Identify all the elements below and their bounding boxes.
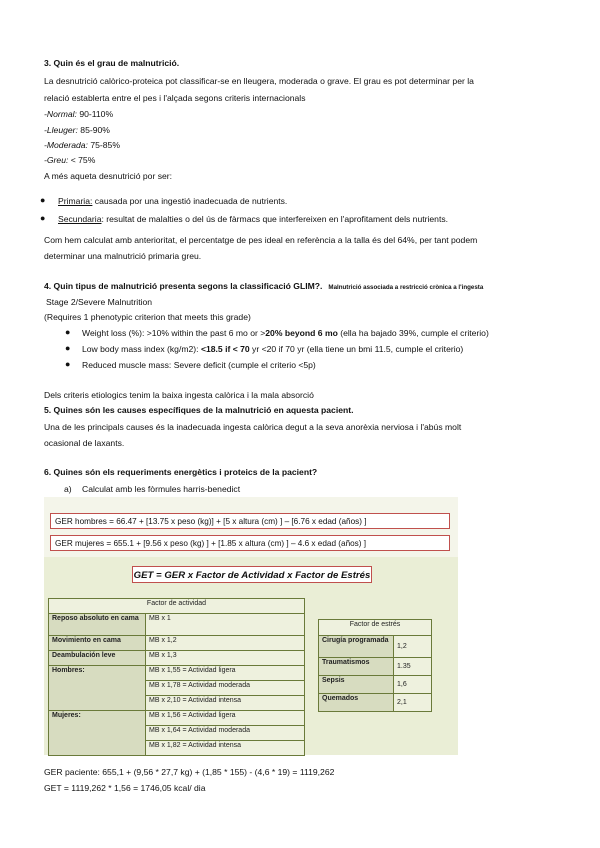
stress-label: Quemados (319, 694, 394, 712)
criterion-muscle-mass: Reduced muscle mass: Severe deficit (cumple el criterio <5p) (82, 360, 316, 370)
criterion-bmi (82, 344, 463, 354)
q5-paragraph-line-1: Una de les principals causes és la inadecuada ingesta calòrica degut a la seva anorèxia nerviosa i l'abús molt (44, 422, 462, 432)
q4-title: 4. Quin tipus de malnutrició presenta segons la classificació GLIM?. (44, 281, 323, 291)
criterion-text: Weight loss (%): >10% within the past 6 mo or > (82, 328, 266, 338)
grade-moderada (44, 140, 120, 150)
type-label: Primaria: (58, 196, 93, 206)
bullet-icon: ● (40, 213, 46, 223)
criterion-weight-loss (82, 328, 489, 338)
type-text: causada por una ingestió inadecuada de nutrients. (92, 196, 288, 206)
activity-value: MB x 1 (146, 614, 305, 636)
q3-conclusion-line-2: determinar una malnutrició primaria greu. (44, 251, 202, 261)
stress-factor-table (318, 619, 432, 712)
q6-sub-marker: a) (64, 484, 72, 494)
activity-factor-table (48, 598, 305, 756)
criterion-text: Low body mass index (kg/m2): (82, 344, 201, 354)
bullet-icon: ● (65, 327, 71, 337)
glim-stage: Stage 2/Severe Malnutrition (46, 297, 153, 307)
activity-value: MB x 1,55 = Actividad ligera (146, 666, 305, 681)
ger-men-formula: GER hombres = 66.47 + [13.75 x peso (kg)] + [5 x altura (cm) ] – [6.76 x edad (años) ] (50, 513, 450, 529)
q4-note: Malnutrició associada a restricció crònica a l'ingesta (328, 284, 484, 291)
activity-value: MB x 2,10 = Actividad intensa (146, 696, 305, 711)
criterion-emphasis: <18.5 if < 70 (200, 344, 250, 354)
activity-label: Movimiento en cama (49, 636, 146, 651)
criterion-emphasis: 20% beyond 6 mo (265, 328, 338, 338)
q3-paragraph-line-2: relació establerta entre el pes i l'alçada segons criteris internacionals (44, 93, 306, 103)
ger-patient-calculation: GER paciente: 655,1 + (9,56 * 27,7 kg) + (1,85 * 155) - (4,6 * 19) = 1119,262 (44, 767, 335, 777)
grade-greu (44, 155, 95, 165)
q6-subtitle: Calculat amb les fòrmules harris-benedict (82, 484, 241, 494)
activity-value: MB x 1,82 = Actividad intensa (146, 741, 305, 756)
ger-women-formula: GER mujeres = 655.1 + [9.56 x peso (kg) ] + [1.85 x altura (cm) ] – 4.6 x edad (años) ] (50, 535, 450, 551)
criterion-note: yr <20 if 70 yr (ella tiene un bmi 11.5, cumple el criterio) (249, 344, 464, 354)
bullet-icon: ● (40, 195, 46, 205)
activity-label-mujeres: Mujeres: (49, 711, 146, 756)
q3-paragraph-line-1: La desnutrició calòrico-proteica pot classificar-se en lleugera, moderada o grave. El grau es pot determinar per la (44, 76, 474, 86)
activity-label: Deambulación leve (49, 651, 146, 666)
stress-label: Traumatismos (319, 658, 394, 676)
bullet-icon: ● (65, 359, 71, 369)
activity-value: MB x 1,2 (146, 636, 305, 651)
grade-value: 90-110% (76, 109, 114, 119)
activity-label: Reposo absoluto en cama (49, 614, 146, 636)
q3-conclusion-line-1: Com hem calculat amb anterioritat, el percentatge de pes ideal en referència a la talla és del 64%, per tant podem (44, 235, 478, 245)
stress-value: 1,6 (394, 676, 432, 694)
activity-value: MB x 1,3 (146, 651, 305, 666)
activity-label-hombres: Hombres: (49, 666, 146, 711)
stress-value: 1.35 (394, 658, 432, 676)
etiologic-criteria: Dels criteris etiologics tenim la baixa ingesta calòrica i la mala absorció (44, 390, 314, 400)
q4-heading (44, 281, 483, 291)
q5-paragraph-line-2: ocasional de laxants. (44, 438, 125, 448)
type-primaria (58, 196, 287, 206)
stress-value: 1,2 (394, 636, 432, 658)
q5-title: 5. Quines són les causes específiques de la malnutrició en aquesta pacient. (44, 405, 354, 415)
get-patient-calculation: GET = 1119,262 * 1,56 = 1746,05 kcal/ dia (44, 783, 206, 793)
stress-label: Cirugía programada (319, 636, 394, 658)
q6-title: 6. Quines són els requeriments energètics i proteics de la pacient? (44, 467, 318, 477)
activity-value: MB x 1,78 = Actividad moderada (146, 681, 305, 696)
grade-value: 75-85% (87, 140, 120, 150)
glim-requires: (Requires 1 phenotypic criterion that meets this grade) (44, 312, 251, 322)
grade-lleuger (44, 125, 110, 135)
activity-value: MB x 1,56 = Actividad ligera (146, 711, 305, 726)
grade-label: -Lleuger: (44, 125, 78, 135)
criterion-note: (ella ha bajado 39%, cumple el criterio) (337, 328, 489, 338)
grade-label: -Normal: (44, 109, 77, 119)
q3-title: 3. Quin és el grau de malnutrició. (44, 58, 180, 68)
grade-label: -Moderada: (44, 140, 88, 150)
grade-value: 85-90% (77, 125, 110, 135)
get-formula: GET = GER x Factor de Actividad x Factor de Estrés (132, 566, 372, 583)
type-label: Secundaria (58, 214, 102, 224)
harris-benedict-figure (44, 497, 458, 755)
stress-factor-header: Factor de estrés (319, 620, 432, 636)
q3-types-intro: A més aqueta desnutrició por ser: (44, 171, 173, 181)
type-secundaria (58, 214, 448, 224)
grade-value: < 75% (68, 155, 96, 165)
stress-value: 2,1 (394, 694, 432, 712)
bullet-icon: ● (65, 343, 71, 353)
grade-label: -Greu: (44, 155, 69, 165)
grade-normal (44, 109, 113, 119)
activity-factor-header: Factor de actividad (49, 599, 305, 614)
activity-value: MB x 1,64 = Actividad moderada (146, 726, 305, 741)
type-text: : resultat de malalties o del ús de fàrmacs que interfereixen en l'aprofitament dels nutrients. (101, 214, 449, 224)
stress-label: Sepsis (319, 676, 394, 694)
